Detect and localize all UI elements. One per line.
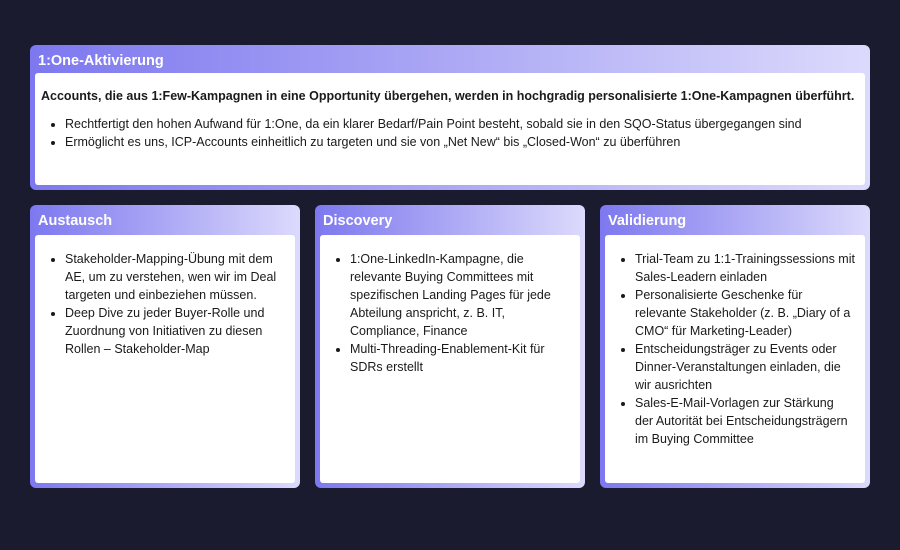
validierung-card (600, 205, 870, 488)
activation-card (30, 45, 870, 190)
discovery-bullet: • Multi-Threading-Enablement-Kit für SDRs erstellt (350, 340, 570, 376)
austausch-card-title: Austausch (38, 213, 113, 229)
validierung-bullet-list (611, 250, 855, 448)
discovery-bullet-list (326, 250, 570, 376)
activation-lead: Accounts, die aus 1:Few-Kampagnen in eine Opportunity übergehen, werden in hochgradig personalisierte 1:One-Kampagnen überführt. (41, 89, 855, 103)
discovery-card (315, 205, 585, 488)
austausch-bullet: • Stakeholder-Mapping-Übung mit dem AE, um zu verstehen, wen wir im Deal targeten und einbeziehen müssen. (65, 250, 285, 304)
validierung-bullet: • Entscheidungsträger zu Events oder Dinner-Veranstaltungen einladen, die wir ausrichten (635, 340, 855, 394)
validierung-card-body (605, 235, 865, 483)
activation-bullet: • Rechtfertigt den hohen Aufwand für 1:One, da ein klarer Bedarf/Pain Point besteht, sobald sie in den SQO-Status übergegangen sind (65, 115, 859, 133)
austausch-bullet-list (41, 250, 285, 358)
validierung-bullet: • Trial-Team zu 1:1-Trainingssessions mit Sales-Leadern einladen (635, 250, 855, 286)
discovery-card-title: Discovery (323, 213, 393, 229)
activation-bullet: • Ermöglicht es uns, ICP-Accounts einheitlich zu targeten und sie von „Net New“ bis „Closed-Won“ zu überführen (65, 133, 859, 151)
activation-card-title: 1:One-Aktivierung (38, 53, 164, 69)
validierung-card-title: Validierung (608, 213, 687, 229)
activation-card-body (35, 73, 865, 185)
austausch-card-body (35, 235, 295, 483)
discovery-bullet: • 1:One-LinkedIn-Kampagne, die relevante Buying Committees mit spezifischen Landing Pages für jede Abteilung anspricht, z. B. IT, Compliance, Finance (350, 250, 570, 340)
validierung-bullet: • Sales-E-Mail-Vorlagen zur Stärkung der Autorität bei Entscheidungsträgern im Buying Committee (635, 394, 855, 448)
validierung-bullet: • Personalisierte Geschenke für relevante Stakeholder (z. B. „Diary of a CMO“ für Marketing-Leader) (635, 286, 855, 340)
austausch-card (30, 205, 300, 488)
discovery-card-body (320, 235, 580, 483)
activation-bullet-list (41, 115, 859, 151)
austausch-bullet: • Deep Dive zu jeder Buyer-Rolle und Zuordnung von Initiativen zu diesen Rollen – Stakeholder-Map (65, 304, 285, 358)
